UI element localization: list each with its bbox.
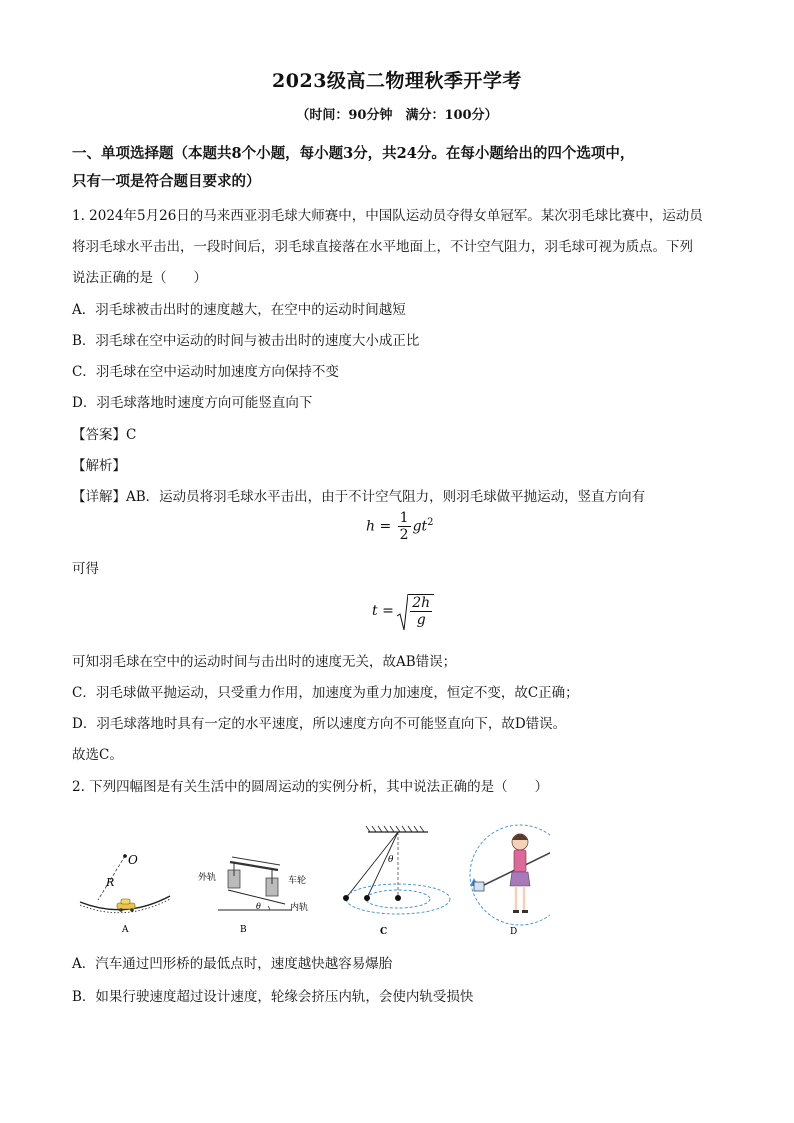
- label-theta-b: θ: [256, 902, 261, 911]
- eq1-exponent: 2: [427, 516, 434, 528]
- label-outer-rail: 外轨: [198, 873, 217, 883]
- figure-b-rail-curve: [198, 857, 308, 935]
- equation-time: [372, 594, 434, 628]
- q1-option-b: B．羽毛球在空中运动的时间与被击出时的速度大小成正比: [72, 333, 420, 349]
- label-O: O: [128, 853, 138, 867]
- q2-option-b: B．如果行驶速度超过设计速度，轮缘会挤压内轨，会使内轨受损快: [72, 989, 474, 1005]
- q1-final-choice: 故选C。: [72, 747, 123, 763]
- eq1-rhs: gt: [412, 518, 428, 535]
- eq1-fraction: [398, 510, 411, 543]
- eq2-lhs: t =: [372, 603, 394, 619]
- q1-conclusion-c: C．羽毛球做平抛运动，只受重力作用，加速度为重力加速度，恒定不变，故C正确；: [72, 685, 579, 701]
- page-title: 2023级高二物理秋季开学考: [272, 70, 522, 92]
- equation-height: [366, 510, 434, 543]
- q1-stem-line1: 1. 2024年5月26日的马来西亚羽毛球大师赛中，中国队运动员夺得女单冠军。某次羽毛球比赛中，运动员: [72, 208, 703, 224]
- figure-a-concave-bridge: [80, 853, 170, 935]
- eq1-lhs: h =: [366, 518, 392, 535]
- sqrt-sign-icon: [396, 592, 408, 632]
- caption-b: B: [240, 925, 247, 935]
- detail-text: AB．运动员将羽毛球水平击出，由于不计空气阻力，则羽毛球做平抛运动，竖直方向有: [126, 489, 646, 505]
- figure-c-conical-pendulum: [343, 826, 450, 937]
- q1-stem-line2: 将羽毛球水平击出，一段时间后，羽毛球直接落在水平地面上，不计空气阻力，羽毛球可视为质点。下列: [72, 239, 693, 255]
- eq2-numerator: 2h: [412, 595, 431, 611]
- eq1-denominator: 2: [399, 527, 409, 543]
- q1-option-d: D．羽毛球落地时速度方向可能竖直向下: [72, 395, 313, 411]
- label-inner-rail: 内轨: [290, 903, 309, 913]
- q1-answer: [72, 423, 136, 443]
- label-theta-c: θ: [388, 855, 394, 865]
- q1-conclusion-ab: 可知羽毛球在空中的运动时间与击出时的速度无关，故AB错误；: [72, 654, 457, 670]
- section-heading-line1: 一、单项选择题（本题共8个小题，每小题3分，共24分。在每小题给出的四个选项中，: [72, 145, 635, 162]
- answer-value: C: [126, 427, 137, 443]
- label-wheel: 车轮: [288, 876, 307, 886]
- figure-d-vertical-circle: [470, 825, 550, 937]
- q1-analysis-tag: 【解析】: [72, 458, 126, 474]
- eq1-numerator: 1: [399, 510, 409, 526]
- girl-icon: [510, 834, 530, 913]
- q2-stem: 2. 下列四幅图是有关生活中的圆周运动的实例分析，其中说法正确的是（ ）: [72, 779, 549, 795]
- q2-figures: [70, 820, 550, 940]
- q1-option-c: C．羽毛球在空中运动时加速度方向保持不变: [72, 364, 339, 380]
- q1-ke-de: 可得: [72, 561, 99, 577]
- eq2-sqrt: [398, 594, 434, 628]
- caption-c: C: [380, 927, 388, 937]
- section-heading-line2: 只有一项是符合题目要求的）: [72, 173, 261, 190]
- q1-conclusion-d: D．羽毛球落地时具有一定的水平速度，所以速度方向不可能竖直向下，故D错误。: [72, 716, 567, 732]
- caption-a: A: [122, 925, 129, 935]
- answer-tag: 【答案】: [72, 427, 126, 443]
- eq2-denominator: g: [416, 612, 426, 628]
- eq2-fraction: [410, 595, 432, 628]
- label-R: R: [106, 876, 115, 889]
- q2-option-a: A．汽车通过凹形桥的最低点时，速度越快越容易爆胎: [72, 956, 393, 972]
- q1-stem-line3: 说法正确的是（ ）: [72, 270, 207, 286]
- caption-d: D: [510, 927, 518, 937]
- q1-detail-line1: [72, 485, 645, 505]
- detail-tag: 【详解】: [72, 489, 126, 505]
- q1-option-a: A．羽毛球被击出时的速度越大，在空中的运动时间越短: [72, 302, 406, 318]
- exam-info: （时间：90分钟 满分：100分）: [296, 108, 498, 123]
